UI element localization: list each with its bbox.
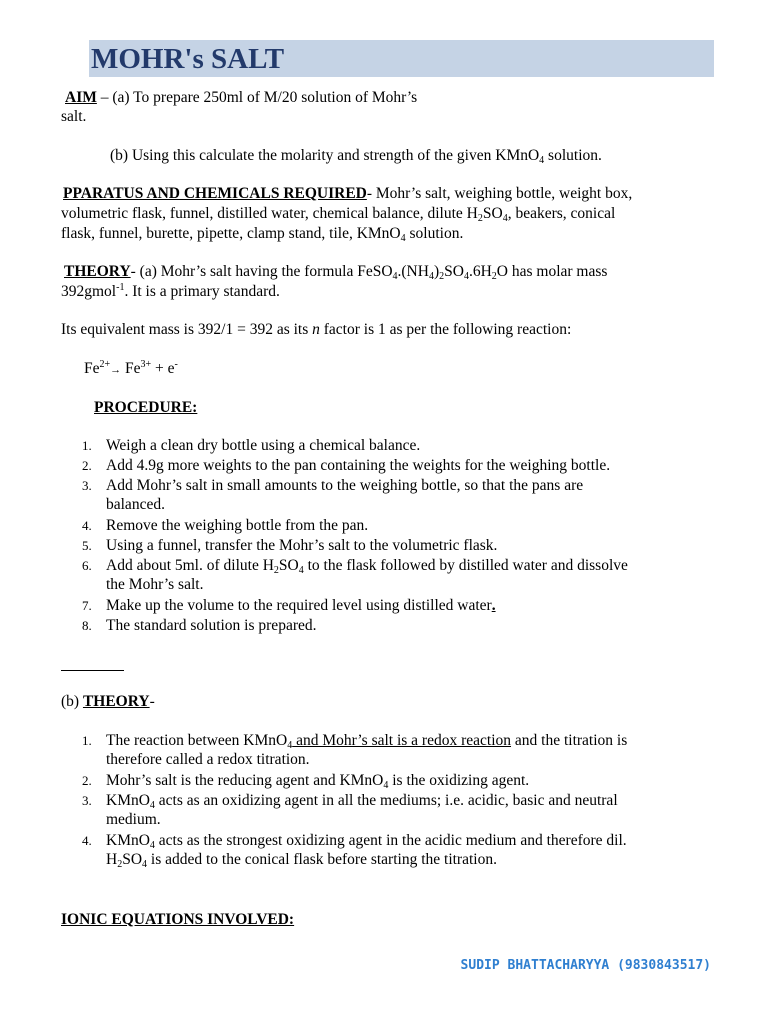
list-number: 2. [82,773,92,788]
theory-b-suffix: - [149,693,155,710]
list-number: 4. [82,833,92,848]
list-number: 3. [82,478,92,493]
equiv-n: n [312,321,320,338]
aim-b-sub: 4 [539,155,545,166]
apparatus-l3-b: solution. [405,225,464,242]
theory-a-l2-a: 392gmol [61,283,117,300]
apparatus-l2-b: SO [482,205,503,222]
apparatus-label: PPARATUS AND CHEMICALS REQUIRED [63,185,367,202]
theory-a-l2-sup: -1 [116,282,125,293]
theory-a-l2-b: . It is a primary standard. [124,283,280,300]
apparatus-line-2 [61,204,615,224]
list-text: KMnO [106,792,150,809]
theory-a-label: THEORY [64,263,131,280]
list-text: H [106,851,118,868]
theory-a-t4: SO [444,263,464,280]
list-item [82,476,583,496]
arrow-icon: → [110,364,122,376]
rx-sup2: 3+ [140,359,152,370]
apparatus-l2-c: , beakers, conical [507,205,616,222]
apparatus-l2-sub1: 2 [477,213,483,224]
apparatus-l2-a: volumetric flask, funnel, distilled water, chemical balance, dilute H [61,205,478,222]
rx-sup1: 2+ [99,359,111,370]
aim-b-suffix: solution. [544,147,602,164]
rx-fe1: Fe [84,360,100,377]
list-text: Add about 5ml. of dilute H [106,557,274,574]
list-text: and Mohr’s salt is a redox reaction [292,732,512,749]
list-number: 5. [82,538,92,553]
equiv-b: factor is 1 as per the following reaction: [319,321,572,338]
list-text: and the titration is [511,732,628,749]
list-sub: 4 [298,565,304,576]
theory-b-heading [61,692,155,712]
apparatus-l3-a: flask, funnel, burette, pipette, clamp stand, tile, KMnO [61,225,401,242]
ionic-equations-heading: IONIC EQUATIONS INVOLVED: [61,911,295,928]
rx-fe2: Fe [121,360,141,377]
theory-a-t1: - (a) Mohr’s salt having the formula FeSO [130,263,393,280]
theory-a-t5: .6H [468,263,492,280]
equivalent-mass-line [61,320,571,340]
list-text: acts as the strongest oxidizing agent in the acidic medium and therefore dil. [154,832,627,849]
apparatus-l2-sub2: 4 [502,213,508,224]
list-number: 3. [82,793,92,808]
list-text: Mohr’s salt is the reducing agent and KMnO [106,772,384,789]
list-number: 1. [82,438,92,453]
theory-a-t6: O has molar mass [496,263,608,280]
apparatus-line-1 [63,184,632,204]
list-sub: 2 [117,859,123,870]
list-text: Add Mohr’s salt in small amounts to the weighing bottle, so that the pans are [106,477,584,494]
theory-a-line-1 [64,262,607,282]
page-title: MOHR's SALT [91,43,285,75]
list-number: 1. [82,733,92,748]
theory-a-line-2 [61,282,280,302]
rx-sup3: - [174,359,178,370]
theory-a-t2: .(NH [397,263,429,280]
aim-label: AIM [65,89,97,106]
reaction-equation [84,359,178,380]
theory-a-s5: 2 [491,271,497,282]
theory-a-s1: 4 [392,271,398,282]
list-item-continued: balanced. [106,496,165,513]
rx-plus: + e [151,360,175,377]
list-text: SO [278,557,299,574]
list-item-continued: medium. [106,811,161,828]
aim-part-a: (a) To prepare 250ml of M/20 solution of Mohr’s [112,89,418,106]
list-item [82,831,627,851]
aim-b-text: (b) Using this calculate the molarity and strength of the given KMnO [110,147,540,164]
list-item-continued: the Mohr’s salt. [106,576,204,593]
list-item [82,436,420,456]
aim-dash: – [96,89,113,106]
list-item [82,731,627,751]
equiv-a: Its equivalent mass is 392/1 = 392 as its [61,321,313,338]
list-sub: 4 [149,840,155,851]
apparatus-line-3 [61,224,463,244]
aim-line-1 [65,88,417,108]
list-text: KMnO [106,832,150,849]
list-item [82,771,529,791]
aim-line-2: salt. [61,108,87,125]
list-item [82,536,497,556]
list-item [82,616,316,636]
aim-part-b [110,146,602,166]
list-item [82,556,628,576]
theory-a-s3: 2 [439,271,445,282]
list-text: Using a funnel, transfer the Mohr’s salt to the volumetric flask. [106,537,498,554]
list-sub: 4 [149,800,155,811]
author-footer: SUDIP BHATTACHARYYA (9830843517) [460,958,711,973]
theory-a-s4: 4 [463,271,469,282]
list-item [82,456,610,476]
list-text: to the flask followed by distilled water and dissolve [303,557,628,574]
list-item [82,596,496,616]
list-text: . [491,597,496,614]
list-sub: 4 [383,780,389,791]
list-number: 2. [82,458,92,473]
list-text: Add 4.9g more weights to the pan containing the weights for the weighing bottle. [106,457,611,474]
theory-a-t3: ) [433,263,440,280]
list-text: Weigh a clean dry bottle using a chemical balance. [106,437,421,454]
list-number: 6. [82,558,92,573]
list-text: The reaction between KMnO [106,732,288,749]
list-text: The standard solution is prepared. [106,617,317,634]
list-sub: 4 [287,740,293,751]
divider [61,670,124,671]
apparatus-line-1-text: - Mohr’s salt, weighing bottle, weight box, [366,185,633,202]
theory-b-label: THEORY [82,693,150,710]
list-text: acts as an oxidizing agent in all the mediums; i.e. acidic, basic and neutral [154,792,618,809]
theory-b-prefix: (b) [61,693,83,710]
procedure-heading: PROCEDURE: [94,399,198,416]
list-number: 7. [82,598,92,613]
list-text: Remove the weighing bottle from the pan. [106,517,369,534]
list-text: is the oxidizing agent. [388,772,530,789]
list-item-continued: therefore called a redox titration. [106,751,310,768]
list-item [82,791,618,811]
list-sub: 2 [273,565,279,576]
list-text: SO [122,851,143,868]
list-item-continued [106,850,497,870]
theory-a-s2: 4 [428,271,434,282]
list-sub: 4 [142,859,148,870]
list-number: 8. [82,618,92,633]
list-number: 4. [82,518,92,533]
list-item [82,516,368,536]
list-text: is added to the conical flask before starting the titration. [147,851,497,868]
list-text: Make up the volume to the required level using distilled water [106,597,492,614]
apparatus-l3-sub: 4 [400,233,406,244]
